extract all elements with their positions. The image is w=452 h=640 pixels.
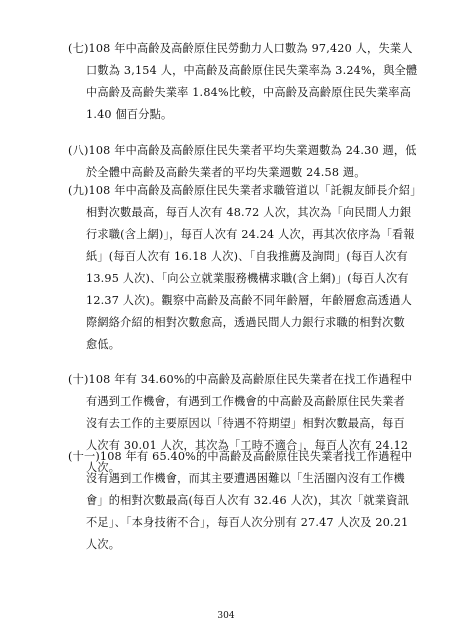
text-line: (七)108 年中高齡及高齡原住民勞動力人口數為 97,420 人，失業人: [68, 42, 413, 55]
paragraph-item-9: [68, 180, 422, 356]
text-line: 口數為 3,154 人，中高齡及高齡原住民失業率為 3.24%，與全體: [86, 64, 418, 77]
text-line: 沒有遇到工作機會，而其主要遭遇困難以「生活圈內沒有工作機: [86, 472, 405, 485]
text-line: (十)108 年有 34.60%的中高齡及高齡原住民失業者在找工作過程中: [68, 373, 413, 386]
text-line: (十一)108 年有 65.40%的中高齡及高齡原住民失業者找工作過程中: [68, 450, 413, 463]
text-line: (九)108 年中高齡及高齡原住民失業者求職管道以「託親友師長介紹」: [68, 184, 422, 197]
text-line: 際網絡介紹的相對次數愈高，透過民間人力銀行求職的相對次數: [86, 316, 405, 329]
text-line: 紙」(每百人次有 16.18 人次)、「自我推薦及詢問」(每百人次有: [86, 250, 408, 263]
text-line: 人次有 30.01 人次，其次為「工時不適合」，每百人次有 24.12: [86, 439, 409, 452]
text-line: 1.40 個百分點。: [86, 108, 173, 121]
paragraph-item-7: [68, 38, 418, 126]
text-line: 中高齡及高齡失業率 1.84%比較，中高齡及高齡原住民失業率高: [86, 86, 411, 99]
text-line: 13.95 人次)、「向公立就業服務機構求職(含上網)」(每百人次有: [86, 272, 409, 285]
text-line: 有遇到工作機會，有遇到工作機會的中高齡及高齡原住民失業者: [86, 395, 405, 408]
text-line: 沒有去工作的主要原因以「待遇不符期望」相對次數最高，每百: [86, 417, 405, 430]
text-line: 會」的相對次數最高(每百人次有 32.46 人次)，其次「就業資訊: [86, 494, 409, 507]
page-number: 304: [217, 611, 235, 621]
paragraph-item-8: [68, 140, 417, 184]
text-line: (八)108 年中高齡及高齡原住民失業者平均失業週數為 24.30 週，低: [68, 144, 417, 157]
text-line: 不足」、「本身技術不合」，每百人次分別有 27.47 人次及 20.21: [86, 516, 409, 529]
paragraph-item-11: [68, 446, 413, 556]
text-line: 12.37 人次)。觀察中高齡及高齡不同年齡層，年齡層愈高透過人: [86, 294, 413, 307]
text-line: 人次。: [86, 461, 121, 474]
text-line: 於全體中高齡及高齡失業者的平均失業週數 24.58 週。: [86, 166, 366, 179]
text-line: 行求職(含上網)」，每百人次有 24.24 人次，再其次依序為「看報: [86, 228, 415, 241]
text-line: 人次。: [86, 538, 121, 551]
text-line: 愈低。: [86, 338, 121, 351]
text-line: 相對次數最高，每百人次有 48.72 人次，其次為「向民間人力銀: [86, 206, 412, 219]
